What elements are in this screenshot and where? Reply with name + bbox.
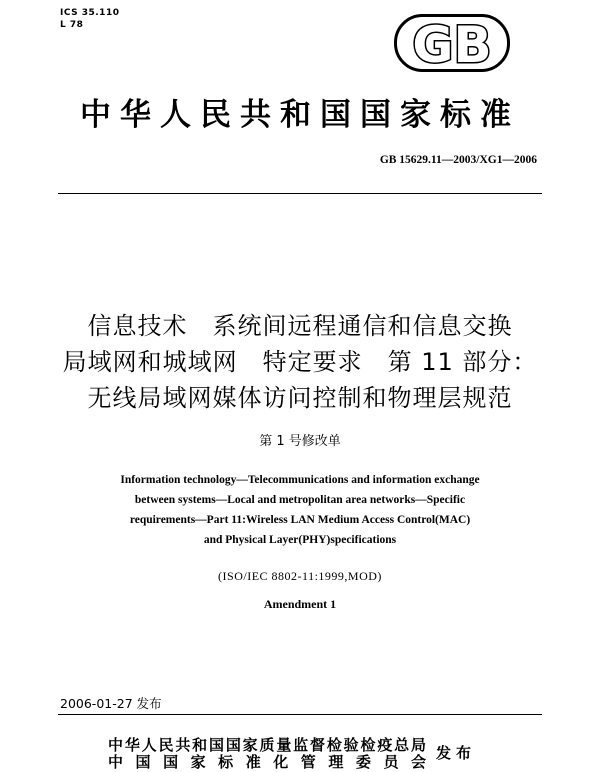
title-cn-line-3: 无线局域网媒体访问控制和物理层规范 bbox=[87, 384, 513, 412]
standard-number: GB 15629.11—2003/XG1—2006 bbox=[379, 154, 537, 166]
title-cn-line-2: 局域网和城域网 特定要求 第 11 部分： bbox=[62, 348, 538, 376]
issuer-sac: 中国国家标准化管理委员会 bbox=[108, 753, 426, 771]
title-en-line-2: between systems—Local and metropolitan area networks—Specific bbox=[134, 494, 466, 506]
gb-logo bbox=[394, 14, 510, 72]
issue-word: 发布 bbox=[436, 744, 477, 762]
ics-code: ICS 35.110 bbox=[60, 8, 120, 18]
title-cn-line-1: 信息技术 系统间远程通信和信息交换 bbox=[87, 312, 513, 340]
issue-date: 2006-01-27 发布 bbox=[60, 696, 162, 711]
title-en-line-1: Information technology—Telecommunications and information exchange bbox=[120, 474, 480, 486]
gb-logo-text: GB bbox=[412, 16, 492, 72]
bottom-divider bbox=[58, 714, 542, 715]
amendment-en: Amendment 1 bbox=[263, 597, 337, 611]
iso-reference: (ISO/IEC 8802-11:1999,MOD) bbox=[218, 569, 382, 583]
amendment-cn: 第 1 号修改单 bbox=[259, 434, 341, 449]
title-en-line-4: and Physical Layer(PHY)specifications bbox=[203, 534, 397, 546]
ccs-code: L 78 bbox=[60, 20, 84, 30]
top-divider bbox=[58, 193, 542, 194]
issuer-aqsiq: 中华人民共和国国家质量监督检验检疫总局 bbox=[108, 736, 426, 754]
national-standard-heading: 中华人民共和国国家标准 bbox=[80, 97, 520, 133]
title-en-line-3: requirements—Part 11:Wireless LAN Medium Access Control(MAC) bbox=[129, 514, 471, 526]
